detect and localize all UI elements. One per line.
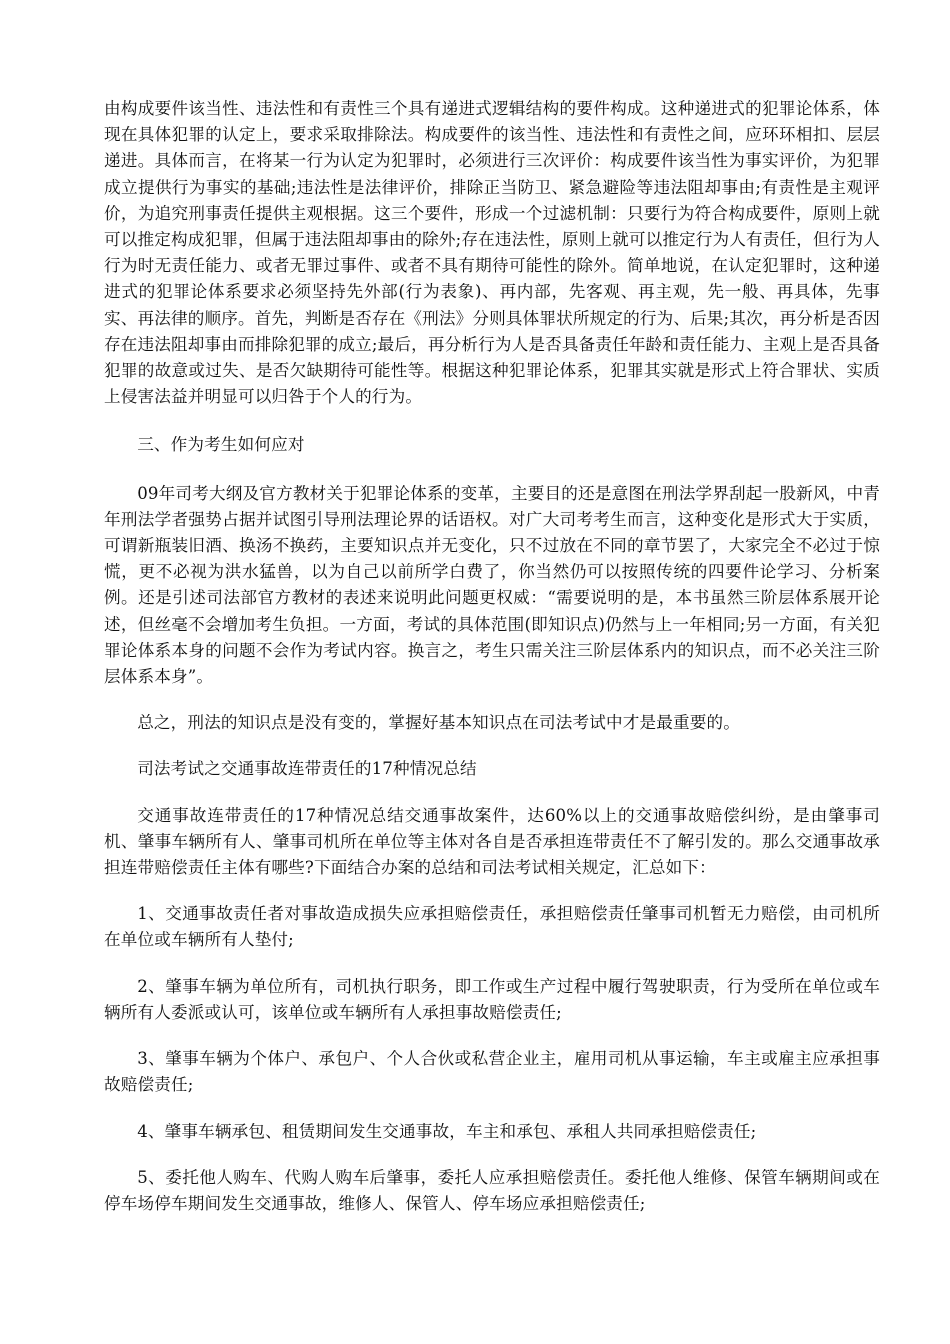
paragraph-summary: 总之，刑法的知识点是没有变的，掌握好基本知识点在司法考试中才是最重要的。 (137, 713, 740, 733)
paragraph-exam-changes: 09年司考大纲及官方教材关于犯罪论体系的变革，主要目的还是意图在刑法学界刮起一股新风，中青年刑法学者强势占据并试图引导刑法理论界的话语权。对广大司考考生而言，这种变化是形式大于实质，可谓新瓶装旧酒、换汤不换药，主要知识点并无变化，只不过放在不同的章节罢了，大家完全不必过于惊慌，更不必视为洪水猛兽，以为自己以前所学白费了，你当然仍可以按照传统的四要件论学习、分析案例。还是引述司法部官方教材的表述来说明此问题更权威：“需要说明的是，本书虽然三阶层体系展开论述，但丝毫不会增加考生负担。一方面，考试的具体范围(即知识点)仍然与上一年相同;另一方面，有关犯罪论体系本身的问题不会作为考试内容。换言之，考生只需关注三阶层体系内的知识点，而不必关注三阶层体系本身”。 (104, 483, 880, 687)
list-item-2: 2、肇事车辆为单位所有，司机执行职务，即工作或生产过程中履行驾驶职责，行为受所在单位或车辆所有人委派或认可，该单位或车辆所有人承担事故赔偿责任; (104, 976, 880, 1022)
list-item-1: 1、交通事故责任者对事故造成损失应承担赔偿责任，承担赔偿责任肇事司机暂无力赔偿，由司机所在单位或车辆所有人垫付; (104, 904, 880, 950)
list-item-5: 5、委托他人购车、代购人购车后肇事，委托人应承担赔偿责任。委托他人维修、保管车辆期间或在停车场停车期间发生交通事故，维修人、保管人、停车场应承担赔偿责任; (104, 1167, 880, 1213)
list-item-4: 4、肇事车辆承包、租赁期间发生交通事故，车主和承包、承租人共同承担赔偿责任; (137, 1121, 757, 1141)
section-heading-how-to-respond: 三、作为考生如何应对 (137, 435, 305, 455)
paragraph-traffic-intro: 交通事故连带责任的17种情况总结交通事故案件，达60%以上的交通事故赔偿纠纷，是由肇事司机、肇事车辆所有人、肇事司机所在单位等主体对各自是否承担连带责任不了解引发的。那么交通事故承担连带赔偿责任主体有哪些?下面结合办案的总结和司法考试相关规定，汇总如下： (104, 805, 880, 878)
list-item-3: 3、肇事车辆为个体户、承包户、个人合伙或私营企业主，雇用司机从事运输，车主或雇主应承担事故赔偿责任; (104, 1049, 880, 1095)
article-title-traffic-liability: 司法考试之交通事故连带责任的17种情况总结 (137, 759, 477, 779)
paragraph-crime-theory: 由构成要件该当性、违法性和有责性三个具有递进式逻辑结构的要件构成。这种递进式的犯罪论体系，体现在具体犯罪的认定上，要求采取排除法。构成要件的该当性、违法性和有责性之间，应环环相扣、层层递进。具体而言，在将某一行为认定为犯罪时，必须进行三次评价：构成要件该当性为事实评价，为犯罪成立提供行为事实的基础;违法性是法律评价，排除正当防卫、紧急避险等违法阻却事由;有责性是主观评价，为追究刑事责任提供主观根据。这三个要件，形成一个过滤机制：只要行为符合构成要件，原则上就可以推定构成犯罪，但属于违法阻却事由的除外;存在违法性，原则上就可以推定行为人有责任，但行为人行为时无责任能力、或者无罪过事件、或者不具有期待可能性的除外。简单地说，在认定犯罪时，这种递进式的犯罪论体系要求必须坚持先外部(行为表象)、再内部，先客观、再主观，先一般、再具体，先事实、再法律的顺序。首先，判断是否存在《刑法》分则具体罪状所规定的行为、后果;其次，再分析是否因存在违法阻却事由而排除犯罪的成立;最后，再分析行为人是否具备责任年龄和责任能力、主观上是否具备犯罪的故意或过失、是否欠缺期待可能性等。根据这种犯罪论体系，犯罪其实就是形式上符合罪状、实质上侵害法益并明显可以归咎于个人的行为。 (104, 99, 880, 407)
